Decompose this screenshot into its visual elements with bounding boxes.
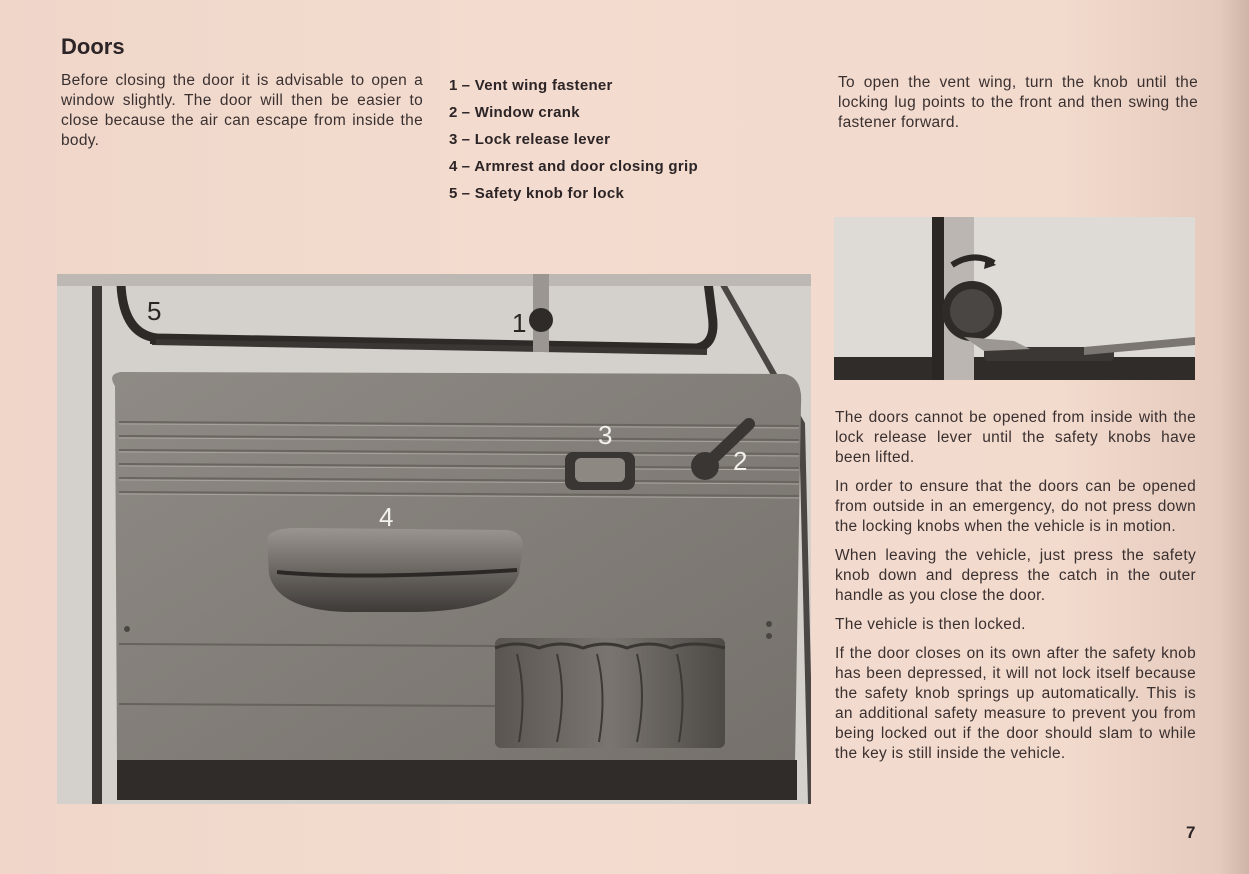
legend-label: – Lock release lever [461, 131, 611, 148]
callout-5: 5 [147, 296, 162, 326]
legend-number: 4 [449, 158, 458, 175]
callout-3: 3 [598, 420, 613, 450]
section-title: Doors [61, 34, 125, 59]
legend-label: – Vent wing fastener [461, 77, 613, 94]
page-number: 7 [1186, 823, 1196, 842]
paragraph: When leaving the vehicle, just press the safety knob down and depress the catch in the outer handle as you close the door. [835, 547, 1196, 604]
callout-2: 2 [733, 446, 748, 476]
callout-legend [449, 72, 779, 207]
door-panel-illustration [57, 274, 811, 804]
vent-wing-photo [834, 217, 1195, 380]
legend-label: – Safety knob for lock [461, 185, 625, 202]
legend-item [449, 153, 779, 180]
paragraph: The doors cannot be opened from inside with the lock release lever until the safety knobs have been lifted. [835, 409, 1196, 466]
intro-paragraph: Before closing the door it is advisable to open a window slightly. The door will then be easier to close because the air can escape from inside the body. [61, 72, 423, 149]
legend-label: – Window crank [461, 104, 580, 121]
callout-1: 1 [512, 308, 527, 338]
paragraph: If the door closes on its own after the safety knob has been depressed, it will not lock itself because the safety knob springs up automatically. This is an additional safety measure to prevent you from being locked out if the door should slam to while the key is still inside the vehicle. [835, 645, 1196, 762]
paragraph: The vehicle is then locked. [835, 616, 1026, 633]
legend-item [449, 180, 779, 207]
legend-number: 3 [449, 131, 458, 148]
legend-item [449, 99, 779, 126]
vent-wing-illustration [834, 217, 1195, 380]
legend-number: 2 [449, 104, 458, 121]
legend-number: 5 [449, 185, 458, 202]
legend-label: – Armrest and door closing grip [461, 158, 698, 175]
page-gutter-shadow [1219, 0, 1249, 874]
door-panel-photo [57, 274, 811, 804]
legend-item [449, 126, 779, 153]
legend-item [449, 72, 779, 99]
vent-wing-instructions: To open the vent wing, turn the knob until the locking lug points to the front and then swing the fastener forward. [838, 74, 1198, 131]
callout-4: 4 [379, 502, 394, 532]
paragraph: In order to ensure that the doors can be opened from outside in an emergency, do not press down the locking knobs when the vehicle is in motion. [835, 478, 1196, 535]
door-lock-text [835, 408, 1196, 773]
legend-number: 1 [449, 77, 458, 94]
